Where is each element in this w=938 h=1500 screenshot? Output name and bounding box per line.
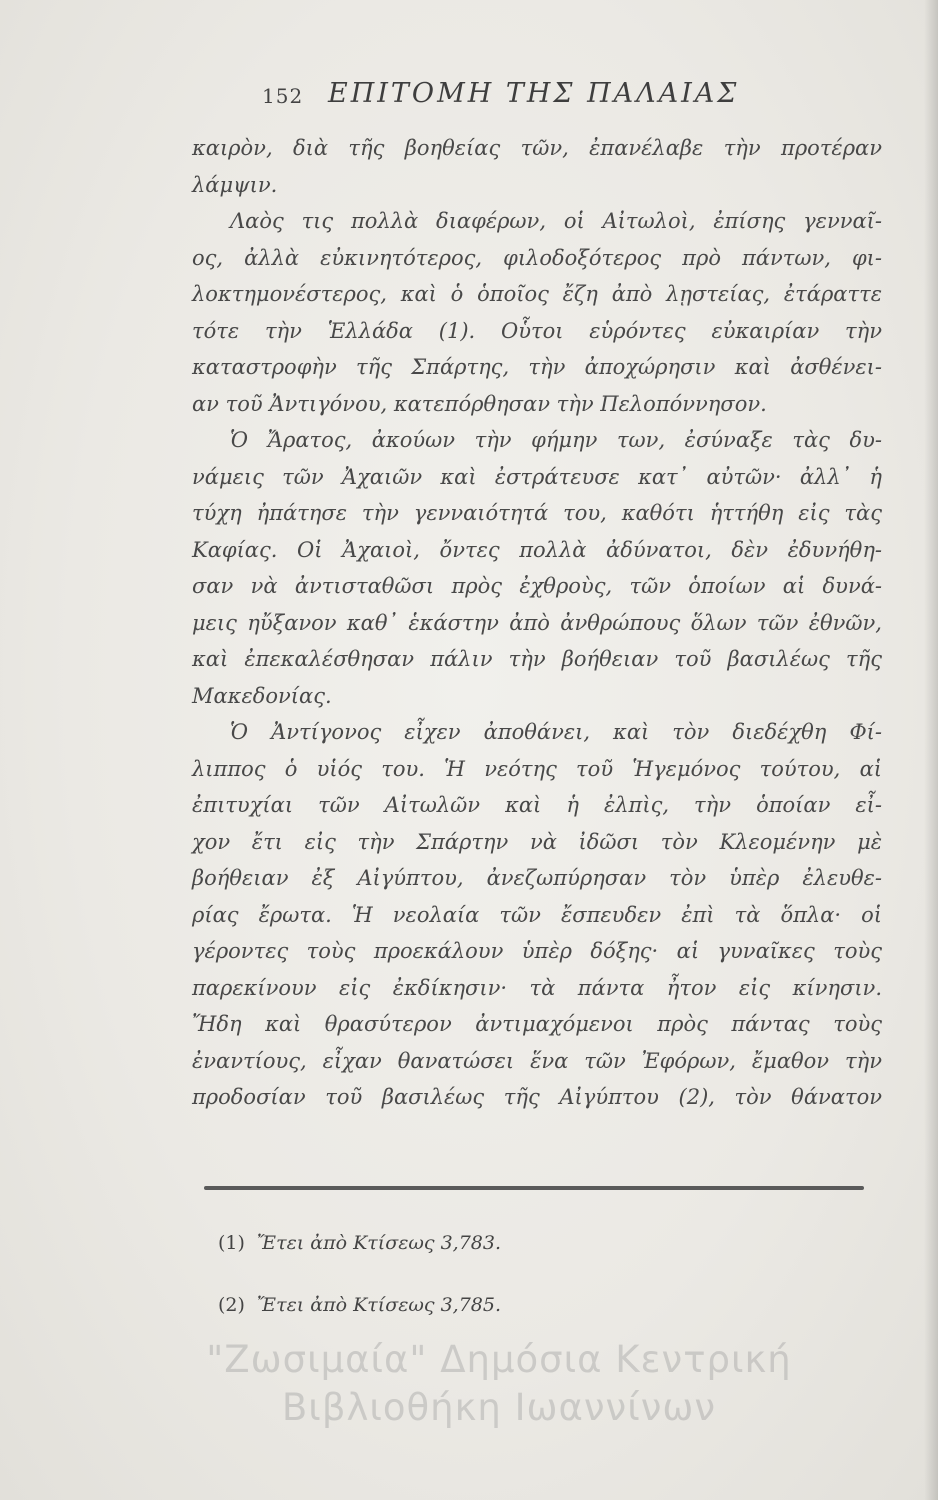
text-line: σαν νὰ ἀντισταθῶσι πρὸς ἐχθροὺς, τῶν ὁποίων αἱ δυνά- <box>192 574 882 598</box>
footnote-text: Ἔτει ἀπὸ Κτίσεως 3,785. <box>256 1294 501 1316</box>
footnote <box>218 1212 818 1274</box>
footnote-text: Ἔτει ἀπὸ Κτίσεως 3,783. <box>256 1232 501 1254</box>
footnote-mark: (1) <box>218 1232 245 1254</box>
library-watermark-line-2: Βιβλιοθήκη Ιωαννίνων <box>281 1386 717 1429</box>
footnote <box>218 1274 818 1336</box>
text-line: νάμεις τῶν Ἀχαιῶν καὶ ἐστράτευσε κατ᾽ αὐτῶν· ἀλλ᾽ ἡ <box>192 464 882 489</box>
text-line: Ἤδη καὶ θρασύτερον ἀντιμαχόμενοι πρὸς πάντας τοὺς <box>192 1012 882 1036</box>
text-line: Ὁ Ἄρατος, ἀκούων τὴν φήμην των, ἐσύναξε τὰς δυ- <box>230 428 882 452</box>
running-title: ΕΠΙΤΟΜΗ ΤΗΣ ΠΑΛΑΙΑΣ <box>328 78 740 109</box>
text-line: βοήθειαν ἐξ Αἰγύπτου, ἀνεζωπύρησαν τὸν ὑπὲρ ἐλευθε- <box>192 866 882 890</box>
text-line: γέροντες τοὺς προεκάλουν ὑπὲρ δόξης· αἱ γυναῖκες τοὺς <box>192 939 882 963</box>
text-line: τύχη ἠπάτησε τὴν γενναιότητά του, καθότι ἡττήθη εἰς τὰς <box>192 501 882 525</box>
text-line: τότε τὴν Ἑλλάδα (1). Οὗτοι εὑρόντες εὐκαιρίαν τὴν <box>192 318 882 343</box>
text-line: λοκτημονέστερος, καὶ ὁ ὁποῖος ἔζη ἀπὸ λῃστείας, ἐτάραττε <box>192 282 882 306</box>
text-line: Ὁ Ἀντίγονος εἶχεν ἀποθάνει, καὶ τὸν διεδέχθη Φί- <box>230 720 882 744</box>
text-line: ρίας ἔρωτα. Ἡ νεολαία τῶν ἔσπευδεν ἐπὶ τὰ ὅπλα· οἱ <box>192 902 882 927</box>
footnotes <box>218 1212 818 1336</box>
text-line: Καφίας. Οἱ Ἀχαιοὶ, ὄντες πολλὰ ἀδύνατοι, δὲν ἐδυνήθη- <box>192 537 882 562</box>
text-line: καιρὸν, διὰ τῆς βοηθείας τῶν, ἐπανέλαβε τὴν προτέραν <box>192 136 882 160</box>
text-line: καὶ ἐπεκαλέσθησαν πάλιν τὴν βοήθειαν τοῦ βασιλέως τῆς <box>192 647 882 671</box>
text-line: αν τοῦ Ἀντιγόνου, κατεπόρθησαν τὴν Πελοπόννησον. <box>192 391 767 416</box>
text-line: ος, ἀλλὰ εὐκινητότερος, φιλοδοξότερος πρὸ πάντων, φι- <box>192 245 882 270</box>
text-line: ἐναντίους, εἶχαν θανατώσει ἕνα τῶν Ἐφόρων, ἔμαθον τὴν <box>192 1048 882 1073</box>
page-header <box>0 78 938 118</box>
page-edge-shadow <box>924 0 938 1500</box>
page-number: 152 <box>262 84 304 108</box>
text-line: προδοσίαν τοῦ βασιλέως τῆς Αἰγύπτου (2), τὸν θάνατον <box>192 1085 882 1109</box>
footnote-mark: (2) <box>218 1294 245 1316</box>
text-line: παρεκίνουν εἰς ἐκδίκησιν· τὰ πάντα ἦτον εἰς κίνησιν. <box>192 975 882 1000</box>
text-line: λιππος ὁ υἱός του. Ἡ νεότης τοῦ Ἡγεμόνος τούτου, αἱ <box>192 756 882 781</box>
text-line: Μακεδονίας. <box>192 683 332 708</box>
library-watermark-line-1: "Ζωσιμαία" Δημόσια Κεντρική <box>206 1338 792 1381</box>
text-line: ἐπιτυχίαι τῶν Αἰτωλῶν καὶ ἡ ἐλπὶς, τὴν ὁποίαν εἶ- <box>192 793 882 817</box>
text-line: χον ἔτι εἰς τὴν Σπάρτην νὰ ἰδῶσι τὸν Κλεομένην μὲ <box>192 829 882 854</box>
footnote-separator-rule <box>204 1186 864 1190</box>
text-line: καταστροφὴν τῆς Σπάρτης, τὴν ἀποχώρησιν καὶ ἀσθένει- <box>192 355 882 379</box>
text-line: μεις ηὔξανον καθ᾽ ἑκάστην ἀπὸ ἀνθρώπους ὅλων τῶν ἐθνῶν, <box>192 610 882 635</box>
body-text <box>192 130 882 1116</box>
text-line: λάμψιν. <box>192 172 278 197</box>
text-line: Λαὸς τις πολλὰ διαφέρων, οἱ Αἰτωλοὶ, ἐπίσης γενναῖ- <box>230 209 882 233</box>
